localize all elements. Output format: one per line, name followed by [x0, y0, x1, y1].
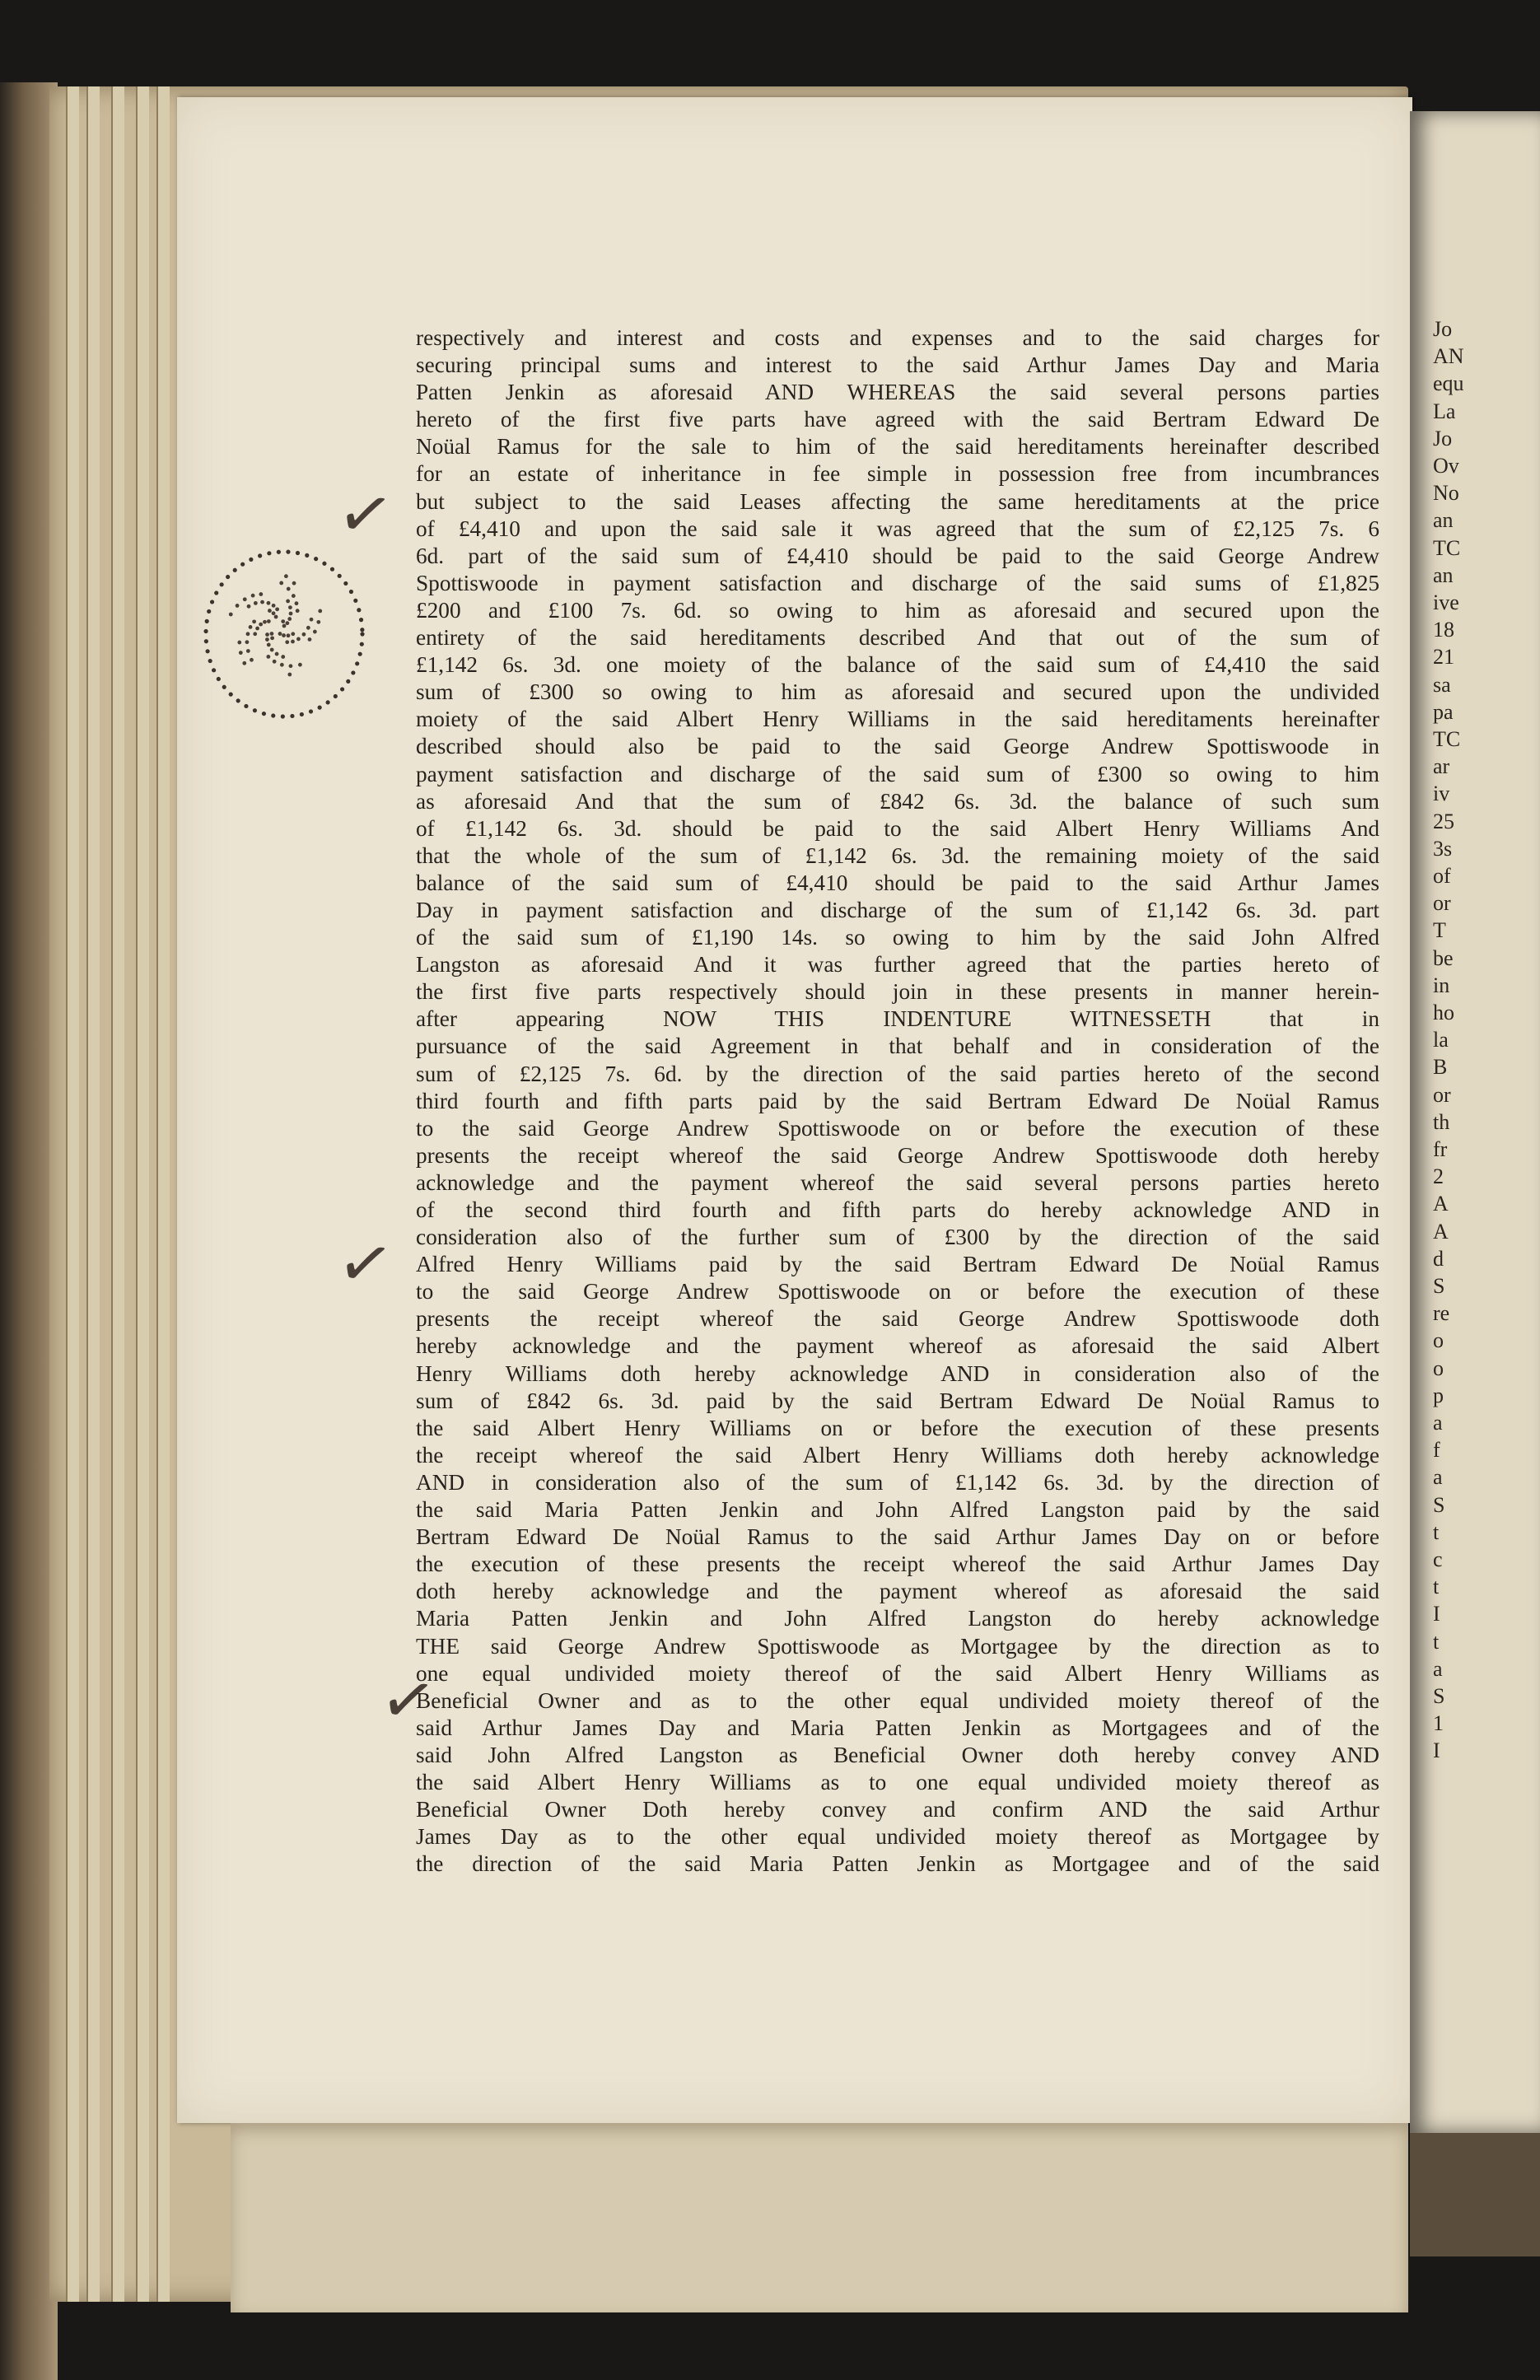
text-line: James Day as to the other equal undivided moiety thereof as Mortgagee by — [416, 1824, 1379, 1850]
text-line: Day in payment satisfaction and discharge of the sum of £1,142 6s. 3d. part — [416, 897, 1379, 922]
facing-page-fragment: la — [1433, 1028, 1449, 1052]
facing-page-fragment: t — [1433, 1629, 1440, 1654]
facing-page-fragment: a — [1433, 1465, 1443, 1490]
text-line: presents the receipt whereof the said George Andrew Spottiswoode doth hereby — [416, 1142, 1379, 1168]
facing-page-fragment: ar — [1433, 754, 1450, 779]
facing-page-fragment: a — [1433, 1656, 1443, 1681]
facing-page-fragment: o — [1433, 1356, 1444, 1380]
facing-page-fragment: Jo — [1433, 317, 1453, 341]
text-line: to the said George Andrew Spottiswoode on or before the execution of these — [416, 1115, 1379, 1141]
text-line: for an estate of inheritance in fee simple in possession free from incumbrances — [416, 461, 1379, 487]
text-line: Patten Jenkin as aforesaid AND WHEREAS the said several persons parties — [416, 380, 1379, 405]
facing-page-fragment: be — [1433, 945, 1454, 970]
text-line: sum of £300 so owing to him as aforesaid and secured upon the undivided — [416, 679, 1379, 705]
text-line: the said Albert Henry Williams on or before the execution of these presents — [416, 1415, 1379, 1440]
facing-page-fragment: A — [1433, 1219, 1449, 1244]
text-line: pursuance of the said Agreement in that behalf and in consideration of the — [416, 1034, 1379, 1059]
text-line: said John Alfred Langston as Beneficial Owner doth hereby convey AND — [416, 1742, 1379, 1767]
facing-page-fragment: ive — [1433, 590, 1459, 614]
facing-page-fragment: p — [1433, 1383, 1444, 1407]
facing-page-fragment: an — [1433, 508, 1454, 533]
text-line: balance of the said sum of £4,410 should be paid to the said Arthur James — [416, 870, 1379, 895]
text-line: presents the receipt whereof the said George Andrew Spottiswoode doth — [416, 1306, 1379, 1332]
text-line: that the whole of the sum of £1,142 6s. 3d. the remaining moiety of the said — [416, 842, 1379, 868]
facing-page-fragment: pa — [1433, 699, 1454, 724]
facing-page-fragment: B — [1433, 1055, 1448, 1080]
text-line: Bertram Edward De Noüal Ramus to the said Arthur James Day on or before — [416, 1524, 1379, 1550]
text-line: Noüal Ramus for the sale to him of the said hereditaments hereinafter described — [416, 434, 1379, 460]
text-line: Maria Patten Jenkin and John Alfred Langston do hereby acknowledge — [416, 1606, 1379, 1631]
facing-page-fragment: A — [1433, 1192, 1449, 1216]
facing-page-fragment: equ — [1433, 371, 1464, 396]
text-line: but subject to the said Leases affecting the same hereditaments at the price — [416, 488, 1379, 514]
facing-page-fragment: I — [1433, 1602, 1440, 1626]
text-line: the execution of these presents the receipt whereof the said Arthur James Day — [416, 1552, 1379, 1577]
text-line: consideration also of the further sum of £300 by the direction of the said — [416, 1225, 1379, 1250]
text-line: respectively and interest and costs and expenses and to the said charges for — [416, 325, 1379, 350]
text-line: the said Albert Henry Williams as to one equal undivided moiety thereof as — [416, 1769, 1379, 1794]
facing-page-fragment: re — [1433, 1301, 1450, 1326]
text-line: third fourth and fifth parts paid by the said Bertram Edward De Noüal Ramus — [416, 1088, 1379, 1113]
facing-page-bottom — [1410, 2133, 1540, 2256]
text-line: moiety of the said Albert Henry Williams in the said hereditaments hereinafter — [416, 707, 1379, 732]
facing-page-fragment: th — [1433, 1109, 1450, 1134]
facing-page-fragment: AN — [1433, 344, 1464, 369]
text-line: hereby acknowledge and the payment whereof as aforesaid the said Albert — [416, 1333, 1379, 1359]
text-line: Beneficial Owner Doth hereby convey and confirm AND the said Arthur — [416, 1797, 1379, 1822]
text-line: THE said George Andrew Spottiswoode as Mortgagee by the direction as to — [416, 1633, 1379, 1659]
facing-page-fragment: I — [1433, 1738, 1440, 1763]
facing-page-fragment: iv — [1433, 782, 1450, 806]
text-line: securing principal sums and interest to the said Arthur James Day and Maria — [416, 352, 1379, 378]
facing-page-fragment: fr — [1433, 1137, 1448, 1161]
facing-page-fragment: of — [1433, 864, 1451, 888]
text-line: 6d. part of the said sum of £4,410 should be paid to the said George Andrew — [416, 543, 1379, 568]
facing-page-fragment: in — [1433, 973, 1450, 997]
text-line: to the said George Andrew Spottiswoode on or before the execution of these — [416, 1279, 1379, 1304]
facing-page-fragment: La — [1433, 399, 1456, 423]
facing-page-fragment: or — [1433, 1082, 1451, 1107]
facing-page-fragment: o — [1433, 1328, 1444, 1353]
text-line: acknowledge and the payment whereof the said several persons parties hereto — [416, 1169, 1379, 1195]
text-line: Alfred Henry Williams paid by the said Bertram Edward De Noüal Ramus — [416, 1252, 1379, 1277]
facing-page-fragment: d — [1433, 1246, 1444, 1271]
facing-page-fragment: 1 — [1433, 1711, 1444, 1736]
text-line: AND in consideration also of the sum of £1,142 6s. 3d. by the direction of — [416, 1469, 1379, 1495]
facing-page-fragment: 3s — [1433, 836, 1453, 861]
margin-tick-2: ✓ — [331, 1220, 399, 1307]
text-line: £200 and £100 7s. 6d. so owing to him as aforesaid and secured upon the — [416, 597, 1379, 623]
text-line: £1,142 6s. 3d. one moiety of the balance of the said sum of £4,410 the said — [416, 652, 1379, 678]
text-line: of the second third fourth and fifth parts do hereby acknowledge AND in — [416, 1197, 1379, 1222]
facing-page-fragment: t — [1433, 1575, 1440, 1599]
text-line: entirety of the said hereditaments described And that out of the sum of — [416, 625, 1379, 651]
text-line: hereto of the first five parts have agreed with the said Bertram Edward De — [416, 407, 1379, 432]
text-line: payment satisfaction and discharge of the said sum of £300 so owing to him — [416, 761, 1379, 786]
facing-page-fragment: TC — [1433, 535, 1461, 560]
facing-page-fragment: 18 — [1433, 618, 1454, 642]
facing-page-fragment: an — [1433, 562, 1454, 587]
facing-page — [1410, 111, 1540, 2133]
facing-page-fragment: S — [1433, 1492, 1445, 1517]
text-line: of £1,142 6s. 3d. should be paid to the said Albert Henry Williams And — [416, 815, 1379, 841]
text-line: as aforesaid And that the sum of £842 6s. 3d. the balance of such sum — [416, 788, 1379, 814]
facing-page-fragment: ho — [1433, 1001, 1454, 1024]
page-bottom-shadow — [231, 2123, 1408, 2312]
text-line: described should also be paid to the said George Andrew Spottiswoode in — [416, 734, 1379, 759]
margin-tick-1: ✓ — [331, 471, 399, 558]
facing-page-fragment: 2 — [1433, 1164, 1444, 1189]
facing-page-fragment: No — [1433, 481, 1459, 506]
facing-page-fragment: f — [1433, 1438, 1440, 1463]
text-line: of the said sum of £1,190 14s. so owing to him by the said John Alfred — [416, 925, 1379, 950]
margin-tick-3: ✓ — [374, 1657, 442, 1743]
facing-page-fragment: a — [1433, 1411, 1443, 1435]
facing-page-fragment: or — [1433, 891, 1451, 916]
facing-page-fragment: S — [1433, 1274, 1445, 1298]
text-line: said Arthur James Day and Maria Patten Jenkin as Mortgagees and of the — [416, 1715, 1379, 1740]
text-line: Langston as aforesaid And it was further agreed that the parties hereto of — [416, 952, 1379, 978]
facing-page-fragment: t — [1433, 1519, 1440, 1544]
facing-page-fragment: 21 — [1433, 645, 1454, 670]
text-line: the said Maria Patten Jenkin and John Alfred Langston paid by the said — [416, 1497, 1379, 1523]
text-line: after appearing NOW THIS INDENTURE WITNESSETH that in — [416, 1006, 1379, 1032]
facing-page-fragment: T — [1433, 918, 1446, 943]
facing-page-fragment: Ov — [1433, 454, 1459, 478]
text-line: Beneficial Owner and as to the other equal undivided moiety thereof of the — [416, 1687, 1379, 1713]
text-line: the receipt whereof the said Albert Henry Williams doth hereby acknowledge — [416, 1442, 1379, 1468]
perforated-stamp-icon — [198, 544, 371, 725]
text-line: Spottiswoode in payment satisfaction and discharge of the said sums of £1,825 — [416, 570, 1379, 595]
text-line: Henry Williams doth hereby acknowledge AND in consideration also of the — [416, 1360, 1379, 1386]
text-line: the direction of the said Maria Patten Jenkin as Mortgagee and of the said — [416, 1851, 1379, 1877]
facing-page-fragment: S — [1433, 1684, 1445, 1708]
text-line: sum of £2,125 7s. 6d. by the direction of the said parties hereto of the second — [416, 1061, 1379, 1086]
text-line: one equal undivided moiety thereof of the said Albert Henry Williams as — [416, 1660, 1379, 1686]
facing-page-fragment: c — [1433, 1547, 1443, 1571]
facing-page-fragment: Jo — [1433, 426, 1453, 450]
document-text — [416, 324, 1379, 1878]
facing-page-fragment: TC — [1433, 727, 1461, 751]
text-line: doth hereby acknowledge and the payment whereof as aforesaid the said — [416, 1579, 1379, 1604]
text-line: sum of £842 6s. 3d. paid by the said Bertram Edward De Noüal Ramus to — [416, 1388, 1379, 1413]
text-line: of £4,410 and upon the said sale it was agreed that the sum of £2,125 7s. 6 — [416, 516, 1379, 541]
facing-page-fragment: 25 — [1433, 809, 1454, 833]
facing-page-fragment: sa — [1433, 672, 1451, 697]
text-line: the first five parts respectively should join in these presents in manner herein- — [416, 979, 1379, 1005]
